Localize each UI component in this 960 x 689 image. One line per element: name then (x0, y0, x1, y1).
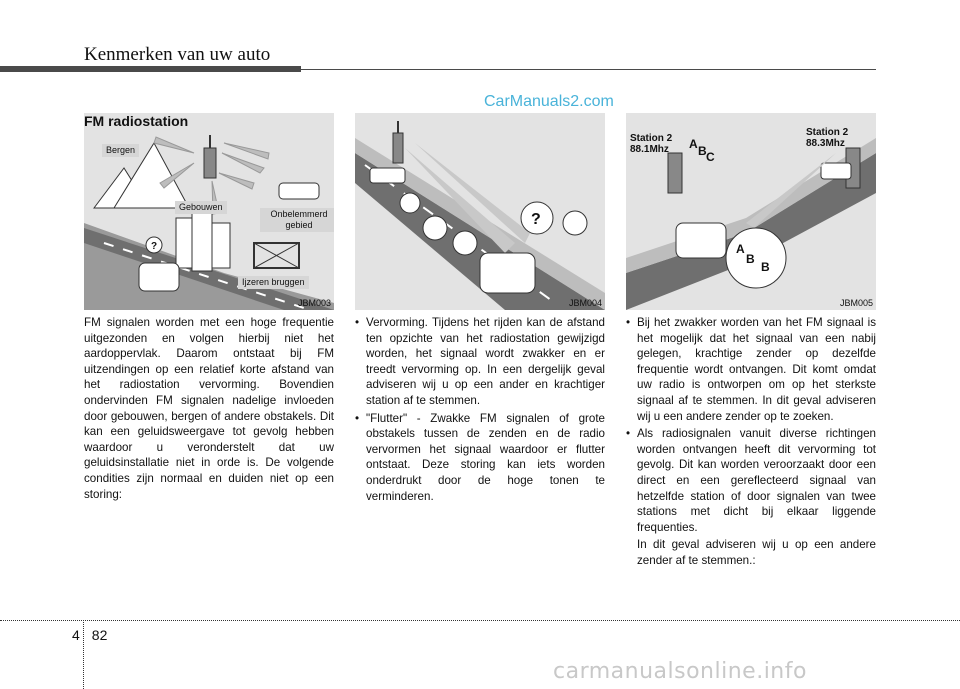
figure-fm-station (84, 113, 334, 310)
label-open-area: Onbelemmerd gebied (260, 208, 334, 232)
svg-text:B: B (746, 252, 755, 266)
svg-text:A: A (689, 137, 698, 151)
trailing-advice: In dit geval adviseren wij u op een andere zender af te stemmen.: (637, 538, 876, 567)
station-left-name: Station 2 (630, 133, 673, 144)
figure-distortion-illustration (355, 113, 605, 310)
page-number (72, 627, 107, 643)
figure-code: JBM005 (839, 298, 873, 308)
figure-multipath (626, 113, 876, 310)
column-1 (84, 315, 334, 504)
list-item: • "Flutter" - Zwakke FM signalen of grote obstakels tussen de zenden en de radio vervormen het signaal waardoor er flutter ontstaat. Deze storing kan iets worden onderdrukt door de hoge tonen te verminderen. (355, 411, 605, 503)
watermark-bottom: carmanualsonline.info (553, 659, 807, 684)
station-right-freq: 88.3Mhz (806, 138, 845, 149)
label-bridges: Ijzeren bruggen (238, 276, 309, 289)
header-rule (0, 69, 876, 70)
footer-rule (0, 620, 960, 621)
label-mountains: Bergen (102, 144, 139, 157)
header-title: Kenmerken van uw auto (84, 44, 271, 65)
list-item: • Bij het zwakker worden van het FM signaal is het mogelijk dat het signaal van een nabij gelegen, krachtige zender op dezelfde frequentie wordt ontvangen. Dit komt omdat uw radio is ontworpen om op het sterkste signaal af te stemmen. In dit geval adviseren wij u een andere zender op te zoeken. (626, 316, 876, 423)
svg-text:A: A (736, 242, 745, 256)
list-item: • Vervorming. Tijdens het rijden kan de afstand ten opzichte van het radiostation gewijzigd worden, het signaal wordt zwakker en er treedt vervorming op. In een dergelijk geval adviseren wij u op een ander en krachtiger station af te stemmen. (355, 316, 605, 407)
column-2 (355, 315, 605, 506)
chapter-number: 4 (72, 627, 80, 643)
svg-text:?: ? (531, 211, 541, 228)
label-buildings: Gebouwen (175, 201, 227, 214)
svg-text:B: B (698, 144, 707, 158)
figure-title: FM radiostation (84, 113, 189, 129)
figure-code: JBM004 (568, 298, 602, 308)
figure-distortion (355, 113, 605, 310)
intro-paragraph: FM signalen worden met een hoge frequentie uitgezonden en volgen hierbij niet het aardoppervlak. Daarom ontstaat bij FM uitzendingen op een relatief korte afstand van het radiostation vervorming. Bovendien ondervinden FM signalen nadelige invloeden door gebouwen, bergen of andere obstakels. Dit kan een geluidsweergave tot gevolg hebben waardoor u veronderstelt dat uw geluidsinstallatie niet in orde is. De volgende condities zijn normaal en duiden niet op een storing: (84, 316, 334, 501)
watermark-top: CarManuals2.com (484, 93, 614, 110)
svg-text:B: B (761, 260, 770, 274)
figure-code: JBM003 (297, 298, 331, 308)
svg-text:C: C (706, 150, 715, 164)
station-left-freq: 88.1Mhz (630, 144, 669, 155)
column-3 (626, 315, 876, 569)
list-item: • Als radiosignalen vanuit diverse richtingen worden ontvangen heeft dit vervorming tot gevolg. Dit kan worden veroorzaakt door een direct en een gereflecteerd signaal van hetzelfde station of door signalen van twee stations met dicht bij elkaar liggende frequenties. (626, 427, 876, 534)
svg-text:?: ? (151, 241, 158, 252)
page-number-value: 82 (91, 627, 108, 643)
station-right-name: Station 2 (806, 127, 849, 138)
